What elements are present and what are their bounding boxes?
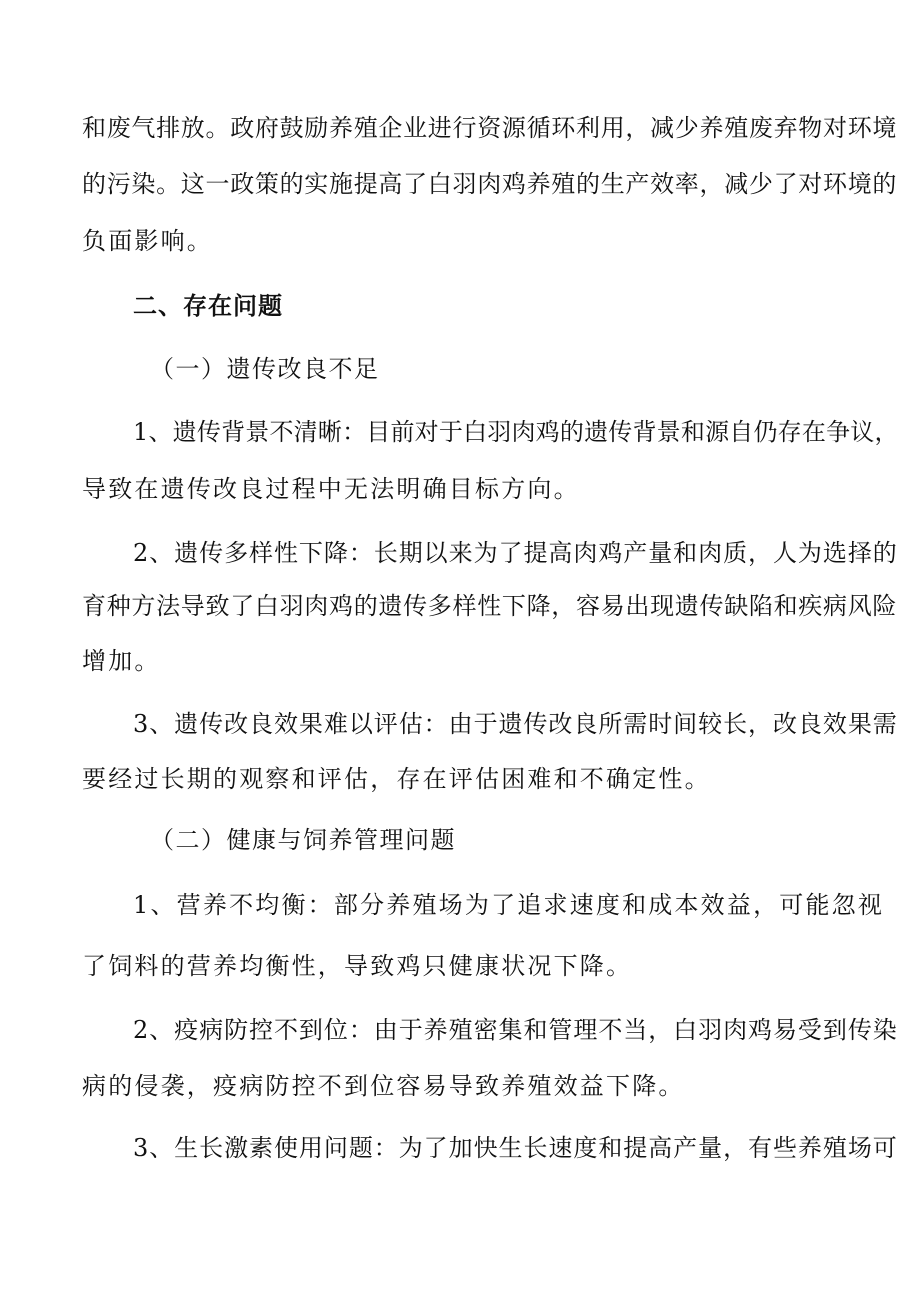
paragraph-line: 导致在遗传改良过程中无法明确目标方向。	[82, 475, 580, 503]
paragraph-line: 2、遗传多样性下降：长期以来为了提高肉鸡产量和肉质，人为选择的	[133, 539, 898, 567]
paragraph-line: 的污染。这一政策的实施提高了白羽肉鸡养殖的生产效率，减少了对环境的	[82, 170, 898, 198]
paragraph-line: 和废气排放。政府鼓励养殖企业进行资源循环利用，减少养殖废弃物对环境	[82, 114, 898, 142]
paragraph-line: 3、生长激素使用问题：为了加快生长速度和提高产量，有些养殖场可	[133, 1134, 898, 1162]
subsection-heading: （二）健康与饲养管理问题	[150, 826, 456, 854]
paragraph-line: 增加。	[82, 647, 161, 675]
paragraph-line: 1、遗传背景不清晰：目前对于白羽肉鸡的遗传背景和源自仍存在争议，	[133, 418, 899, 446]
paragraph-line: 负面影响。	[82, 227, 213, 255]
paragraph-line: 3、遗传改良效果难以评估：由于遗传改良所需时间较长，改良效果需	[133, 710, 898, 738]
paragraph-line: 了饲料的营养均衡性，导致鸡只健康状况下降。	[82, 952, 633, 980]
paragraph-line: 育种方法导致了白羽肉鸡的遗传多样性下降，容易出现遗传缺陷和疾病风险	[82, 592, 898, 620]
section-heading: 二、存在问题	[133, 292, 283, 320]
paragraph-line: 2、疫病防控不到位：由于养殖密集和管理不当，白羽肉鸡易受到传染	[133, 1016, 898, 1044]
paragraph-line: 要经过长期的观察和评估，存在评估困难和不确定性。	[82, 765, 711, 793]
paragraph-line: 1、营养不均衡：部分养殖场为了追求速度和成本效益，可能忽视	[133, 891, 885, 919]
paragraph-line: 病的侵袭，疫病防控不到位容易导致养殖效益下降。	[82, 1072, 685, 1100]
subsection-heading: （一）遗传改良不足	[150, 355, 380, 383]
